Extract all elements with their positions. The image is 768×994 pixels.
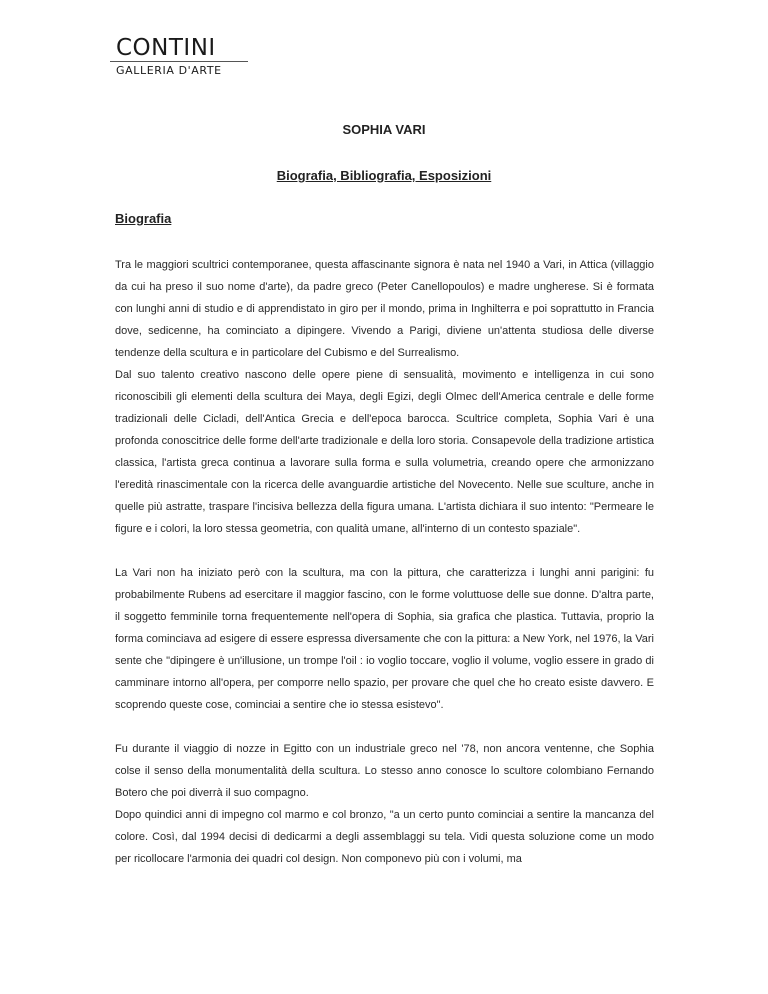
- document-subtitle: Biografia, Bibliografia, Esposizioni: [276, 168, 492, 183]
- paragraph: Tra le maggiori scultrici contemporanee, questa affascinante signora è nata nel 1940 a Vari, in Attica (villaggio da cui ha preso il suo nome d'arte), da padre greco (Peter Canellopoulos) e madre ungherese. Si è formata con lunghi anni di studio e di apprendistato in giro per il mondo, prima in Inghilterra e poi soprattutto in Francia dove, sedicenne, ha cominciato a dipingere. Vivendo a Parigi, diviene un'attenta studiosa delle diverse tendenze della scultura e in particolare del Cubismo e del Surrealismo.: [115, 259, 654, 359]
- page-title: SOPHIA VARI: [342, 122, 426, 137]
- section-heading-biografia: Biografia: [115, 211, 172, 226]
- paragraph: Fu durante il viaggio di nozze in Egitto con un industriale greco nel '78, non ancora ventenne, che Sophia colse il senso della monumentalità della scultura. Lo stesso anno conosce lo scultore colombiano Fernando Botero che poi diverrà il suo compagno.: [115, 743, 654, 799]
- logo-divider: [110, 61, 248, 62]
- biography-text: [115, 254, 654, 870]
- paragraph: Dal suo talento creativo nascono delle opere piene di sensualità, movimento e intelligenza in cui sono riconoscibili gli elementi della scultura dei Maya, degli Egizi, degli Olmec dell'America centrale e delle forme tradizionali delle Cicladi, dell'Antica Grecia e dell'epoca barocca. Scultrice completa, Sophia Vari è una profonda conoscitrice delle forme dell'arte tradizionale e della loro storia. Consapevole della tradizione artistica classica, l'artista greca continua a lavorare sulla forma e sulla volumetria, creando opere che armonizzano l'eredità rinascimentale con la ricerca delle avanguardie artistiche del Novecento. Nelle sue sculture, anche in quelle più astratte, traspare l'incisiva bellezza della figura umana. L'artista dichiara il suo intento: "Permeare le figure e i colori, la loro stessa geometria, con qualità umane, all'interno di un contesto spaziale".: [115, 369, 654, 535]
- logo-subtitle: GALLERIA D'ARTE: [116, 64, 222, 77]
- logo-name: CONTINI: [116, 35, 216, 61]
- paragraph: La Vari non ha iniziato però con la scultura, ma con la pittura, che caratterizza i lunghi anni parigini: fu probabilmente Rubens ad esercitare il maggior fascino, con le forme voluttuose delle sue donne. D'altra parte, il soggetto femminile torna frequentemente nell'opera di Sophia, sia grafica che plastica. Tuttavia, proprio la forma cominciava ad esigere di essere espressa diversamente che con la pittura: a New York, nel 1976, la Vari sente che "dipingere è un'illusione, un trompe l'oil : io voglio toccare, voglio il volume, voglio essere in grado di camminare intorno all'opera, per comporre nello spazio, per provare che quel che ho creato esiste davvero. E scoprendo queste cose, cominciai a sentire che io stessa esistevo".: [115, 567, 654, 711]
- paragraph: Dopo quindici anni di impegno col marmo e col bronzo, "a un certo punto cominciai a sentire la mancanza del colore. Così, dal 1994 decisi di dedicarmi a degli assemblaggi su tela. Vidi questa soluzione come un modo per ricollocare l'armonia dei quadri col design. Non componevo più con i volumi, ma: [115, 809, 654, 865]
- gallery-logo: [110, 36, 248, 77]
